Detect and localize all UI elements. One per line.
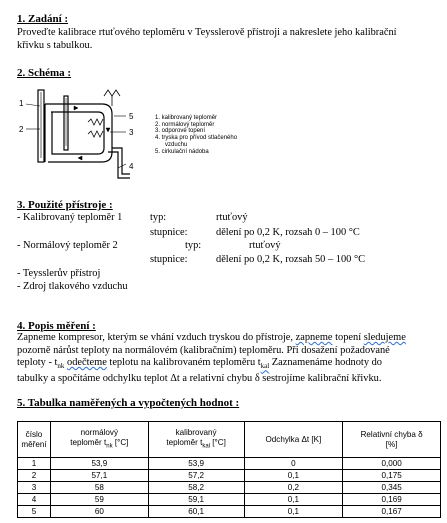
cell-kalibrovany: 59,1 <box>148 494 244 506</box>
section-heading-postup: 4. Popis měření : <box>17 320 96 332</box>
legend-item: vzduchu <box>155 141 188 148</box>
callout-3: 3 <box>129 128 134 137</box>
thermometer-1-type: rtuťový <box>216 212 248 223</box>
cell-normal: 60 <box>50 506 148 518</box>
thermometer-1-scale-label: stupnice: <box>150 227 188 238</box>
cell-normal: 58 <box>50 482 148 494</box>
thermometer-1-type-label: typ: <box>150 212 167 223</box>
thermometer-1-scale: dělení po 0,2 K, rozsah 0 – 100 °C <box>216 227 360 238</box>
header-odchylka: Odchylka Δt [K] <box>244 422 343 458</box>
section-heading-schema: 2. Schéma : <box>17 67 72 79</box>
cell-chyba: 0,175 <box>343 470 441 482</box>
postup-line-1: Zapneme kompresor, kterým se vhání vzduch tryskou do přístroje, zapneme topení sledujeme <box>17 332 406 343</box>
table-header-row <box>18 422 441 458</box>
cell-chyba: 0,169 <box>343 494 441 506</box>
zadani-line-1: Proveďte kalibrace rtuťového teploměru v Teysslerově přístroji a nakreslete jeho kalibrační <box>17 27 397 38</box>
cell-chyba: 0,000 <box>343 458 441 470</box>
cell-kalibrovany: 57,2 <box>148 470 244 482</box>
cell-kalibrovany: 60,1 <box>148 506 244 518</box>
cell-kalibrovany: 58,2 <box>148 482 244 494</box>
table-row <box>18 482 441 494</box>
legend-item: 4. tryska pro přívod stlačeného <box>155 135 238 142</box>
cell-cislo: 4 <box>18 494 51 506</box>
section-heading-zadani: 1. Zadání : <box>17 13 69 25</box>
postup-line-4: tabulky a spočítáme odchylku teplot Δt a relativní chybu δ sestrojíme kalibrační křivku. <box>17 372 382 384</box>
section-heading-pristroje: 3. Použité přístroje : <box>17 199 113 211</box>
legend-item: 5. cirkulační nádoba <box>155 148 209 155</box>
measurement-table <box>17 421 441 518</box>
legend-item: 2. normálový teploměr <box>155 121 215 128</box>
table-row <box>18 494 441 506</box>
cell-cislo: 5 <box>18 506 51 518</box>
thermometer-2-scale: dělení po 0,2 K, rozsah 50 – 100 °C <box>216 254 366 265</box>
cell-chyba: 0,167 <box>343 506 441 518</box>
cell-normal: 53,9 <box>50 458 148 470</box>
thermometer-2-scale-label: stupnice: <box>150 254 188 265</box>
cell-cislo: 1 <box>18 458 51 470</box>
cell-chyba: 0,345 <box>343 482 441 494</box>
zadani-text <box>17 27 447 52</box>
spelling-flag: zapneme <box>295 332 333 343</box>
cell-kalibrovany: 53,9 <box>148 458 244 470</box>
table-row <box>18 506 441 518</box>
header-cislo: číslo měření <box>18 422 51 458</box>
cell-normal: 59 <box>50 494 148 506</box>
thermometer-1-name: - Kalibrovaný teploměr 1 <box>17 212 123 223</box>
instrument-teyssler: - Teysslerův přístroj <box>17 268 101 279</box>
heater-coil <box>88 119 103 125</box>
zadani-line-2: křivku s tabulkou. <box>17 39 93 51</box>
cell-cislo: 2 <box>18 470 51 482</box>
cell-odchylka: 0,1 <box>244 494 343 506</box>
section-heading-tabulka: 5. Tabulka naměřených a vypočtených hodnot : <box>17 397 240 409</box>
postup-line-2: pozorně nárůst teploty na normálovém (kalibračním) teploměru. Při dosažení požadované <box>17 344 390 356</box>
header-kalibrovany: kalibrovaný teploměr $t_{kal}$ [°C] <box>148 422 244 458</box>
header-normal: normálový teploměr $t_{nk}$ [°C] <box>50 422 148 458</box>
schema-legend <box>155 115 237 155</box>
legend-item: 3. odporové topení <box>155 128 206 135</box>
callout-1: 1 <box>19 99 24 108</box>
postup-text <box>17 332 406 385</box>
instrument-air-source: - Zdroj tlakového vzduchu <box>17 281 128 292</box>
spelling-flag: odečteme <box>67 357 107 369</box>
teyssler-apparatus-diagram <box>18 86 144 186</box>
legend-item: 1. kalibrovaný teploměr <box>155 115 218 121</box>
cell-cislo: 3 <box>18 482 51 494</box>
table-row <box>18 470 441 482</box>
header-chyba: Relativní chyba δ [%] <box>343 422 441 458</box>
cell-odchylka: 0,1 <box>244 470 343 482</box>
spelling-flag: sledujeme <box>363 332 406 343</box>
cell-odchylka: 0,1 <box>244 506 343 518</box>
callout-5: 5 <box>129 112 134 121</box>
cell-odchylka: 0 <box>244 458 343 470</box>
thermometer-2-type-label: typ: <box>185 240 202 251</box>
callout-2: 2 <box>19 125 24 134</box>
table-row <box>18 458 441 470</box>
postup-line-3: teploty - $t_{nk}$ odečteme teplotu na kalibrovaném teploměru $t_{kal}$ Zaznamenáme hodnoty do <box>17 357 383 371</box>
cell-odchylka: 0,2 <box>244 482 343 494</box>
thermometer-2-name: - Normálový teploměr 2 <box>17 240 118 251</box>
callout-4: 4 <box>129 162 134 171</box>
thermometer-2-type: rtuťový <box>249 240 281 251</box>
cell-normal: 57,1 <box>50 470 148 482</box>
